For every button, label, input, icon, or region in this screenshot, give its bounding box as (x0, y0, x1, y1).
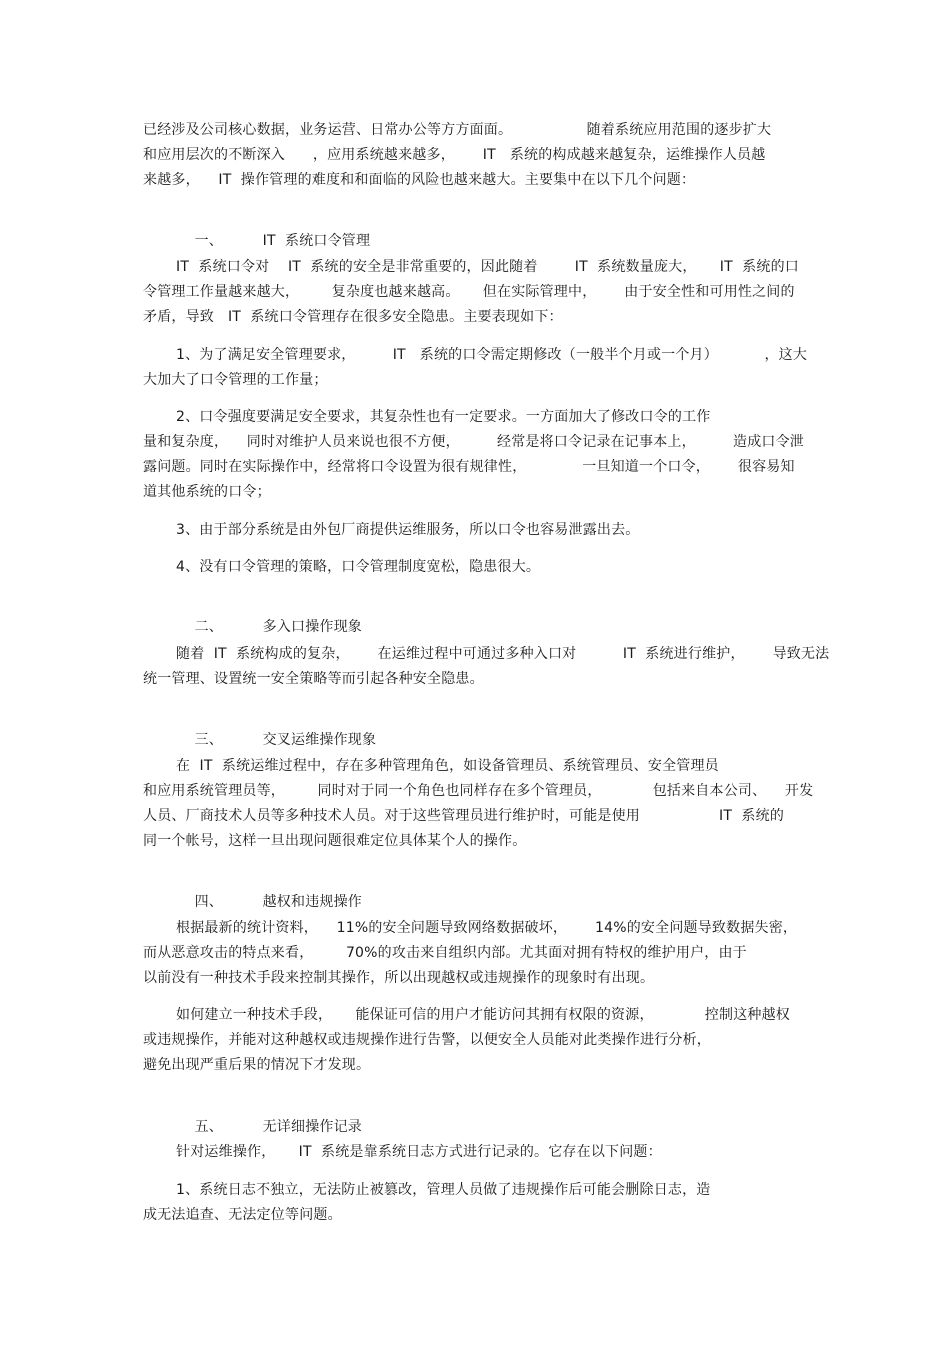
paragraph-line: 大加大了口令管理的工作量； (143, 372, 328, 388)
paragraph-line: 1、系统日志不独立，无法防止被篡改，管理人员做了违规操作后可能会删除日志，造 (176, 1182, 711, 1198)
paragraph-line: 令管理工作量越来越大， 复杂度也越来越高。 但在实际管理中， 由于安全性和可用性之间的 (143, 284, 795, 300)
paragraph-line: 3、由于部分系统是由外包厂商提供运维服务，所以口令也容易泄露出去。 (176, 522, 640, 538)
paragraph-line: 避免出现严重后果的情况下才发现。 (143, 1057, 371, 1073)
section-title: 交叉运维操作现象 (262, 732, 377, 748)
paragraph-line: 随着 IT 系统构成的复杂， 在运维过程中可通过多种入口对 IT 系统进行维护， 导致无法 (176, 646, 830, 662)
paragraph-line: 露问题。同时在实际操作中，经常将口令设置为很有规律性， 一旦知道一个口令， 很容易知 (143, 459, 795, 475)
paragraph-line: 根据最新的统计资料， 11%的安全问题导致网络数据破坏， 14%的安全问题导致数据失密， (176, 920, 798, 936)
section-title: 多入口操作现象 (262, 619, 363, 635)
intro-line-3: 来越多， IT 操作管理的难度和和面临的风险也越来越大。主要集中在以下几个问题： (143, 172, 696, 188)
paragraph-line: 1、为了满足安全管理要求， IT 系统的口令需定期修改（一般半个月或一个月） ，这大 (176, 347, 808, 363)
paragraph-line: 道其他系统的口令； (143, 484, 271, 500)
section-number: 三、 (194, 732, 224, 748)
section-number: 二、 (194, 619, 224, 635)
paragraph-line: 或违规操作，并能对这种越权或违规操作进行告警，以便安全人员能对此类操作进行分析， (143, 1032, 711, 1048)
paragraph-line: 成无法追查、无法定位等问题。 (143, 1207, 342, 1223)
paragraph-line: 2、口令强度要满足安全要求，其复杂性也有一定要求。一方面加大了修改口令的工作 (176, 409, 711, 425)
paragraph-line: 量和复杂度， 同时对维护人员来说也很不方便， 经常是将口令记录在记事本上， 造成口令泄 (143, 434, 805, 450)
intro-line-1: 已经涉及公司核心数据，业务运营、日常办公等方方面面。 随着系统应用范围的逐步扩大 (143, 122, 772, 138)
paragraph-line: 在 IT 系统运维过程中，存在多种管理角色，如设备管理员、系统管理员、安全管理员 (176, 758, 719, 774)
paragraph-line: 人员、厂商技术人员等多种技术人员。对于这些管理员进行维护时，可能是使用 IT 系统的 (143, 808, 785, 824)
paragraph-line: 针对运维操作， IT 系统是靠系统日志方式进行记录的。它存在以下问题： (176, 1144, 662, 1160)
paragraph-line: 矛盾，导致 IT 系统口令管理存在很多安全隐患。主要表现如下： (143, 309, 563, 325)
paragraph-line: 而从恶意攻击的特点来看， 70%的攻击来自组织内部。尤其面对拥有特权的维护用户，由于 (143, 945, 747, 961)
section-title: 无详细操作记录 (262, 1119, 363, 1135)
section-number: 一、 (194, 233, 224, 249)
section-title: 越权和违规操作 (262, 894, 363, 910)
paragraph-line: IT 系统口令对 IT 系统的安全是非常重要的，因此随着 IT 系统数量庞大， IT 系统的口 (176, 259, 799, 275)
paragraph-line: 4、没有口令管理的策略，口令管理制度宽松，隐患很大。 (176, 559, 541, 575)
section-number: 四、 (194, 894, 224, 910)
section-title: IT 系统口令管理 (262, 233, 371, 249)
paragraph-line: 以前没有一种技术手段来控制其操作，所以出现越权或违规操作的现象时有出现。 (143, 970, 655, 986)
paragraph-line: 统一管理、设置统一安全策略等而引起各种安全隐患。 (143, 671, 484, 687)
paragraph-line: 和应用系统管理员等， 同时对于同一个角色也同样存在多个管理员， 包括来自本公司、 开发 (143, 783, 814, 799)
section-number: 五、 (194, 1119, 224, 1135)
intro-line-2: 和应用层次的不断深入 ，应用系统越来越多， IT 系统的构成越来越复杂，运维操作人员越 (143, 147, 766, 163)
paragraph-line: 如何建立一种技术手段， 能保证可信的用户才能访问其拥有权限的资源， 控制这种越权 (176, 1007, 791, 1023)
paragraph-line: 同一个帐号，这样一旦出现问题很难定位具体某个人的操作。 (143, 833, 527, 849)
